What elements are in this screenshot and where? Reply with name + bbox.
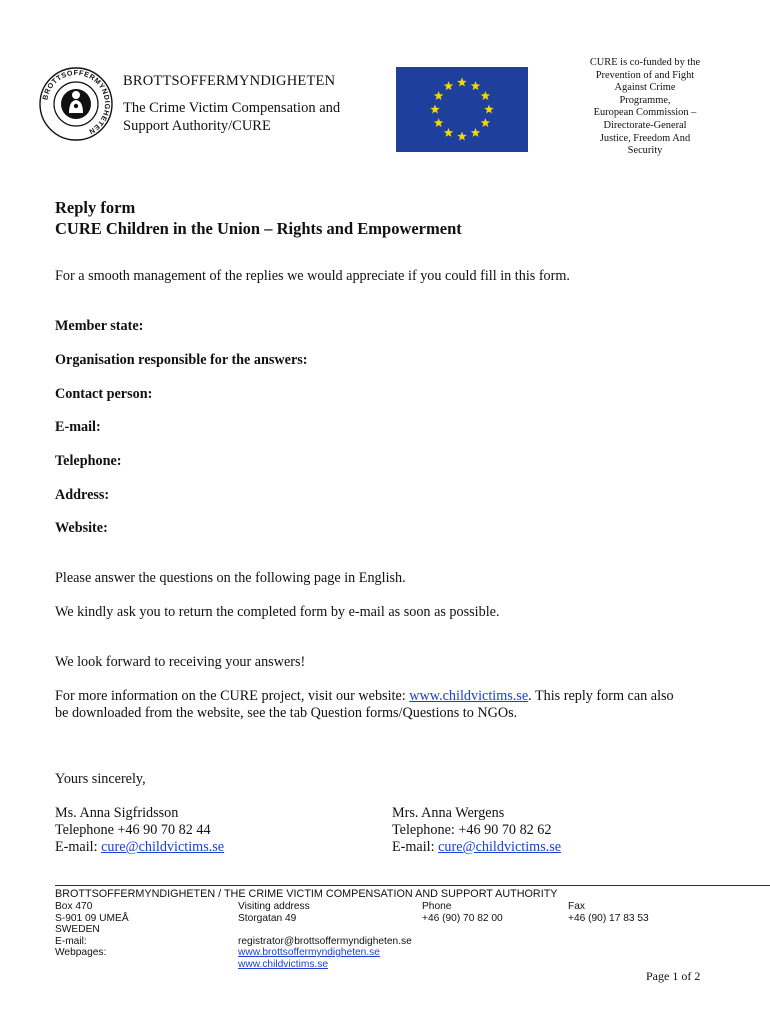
field-organisation: Organisation responsible for the answers: bbox=[55, 352, 308, 368]
footer-line: SWEDEN bbox=[55, 924, 100, 935]
footer-address-column bbox=[55, 901, 129, 959]
footer-fax-label: Fax bbox=[568, 901, 585, 912]
footer-visiting-street: Storgatan 49 bbox=[238, 912, 297, 924]
cofund-line: Prevention of and Fight bbox=[595, 69, 695, 81]
signatory-email-link[interactable]: cure@childvictims.se bbox=[438, 839, 562, 855]
agency-subtitle bbox=[123, 99, 383, 135]
footer-line: Webpages: bbox=[55, 947, 107, 958]
instruction-return: We kindly ask you to return the completed form by e-mail as soon as possible. bbox=[55, 604, 500, 620]
page-number: Page 1 of 2 bbox=[646, 969, 701, 983]
cofund-line: Justice, Freedom And bbox=[599, 132, 691, 144]
field-address: Address: bbox=[55, 487, 110, 503]
footer-divider bbox=[55, 885, 770, 886]
cofund-line: CURE is co-funded by the bbox=[589, 57, 701, 68]
footer-line: E-mail: bbox=[55, 935, 87, 947]
field-contact-person: Contact person: bbox=[55, 386, 153, 402]
cofund-line: European Commission – bbox=[593, 107, 697, 119]
form-title-line2: CURE Children in the Union – Rights and Empowerment bbox=[55, 219, 462, 238]
footer-visiting-column bbox=[238, 901, 412, 970]
cofund-line: Against Crime bbox=[614, 82, 676, 94]
footer-phone-value: +46 (90) 70 82 00 bbox=[422, 912, 503, 924]
cofund-line: Programme, bbox=[619, 94, 671, 106]
email-label: E-mail: bbox=[55, 839, 102, 855]
footer-heading: BROTTSOFFERMYNDIGHETEN / THE CRIME VICTIM COMPENSATION AND SUPPORT AUTHORITY bbox=[55, 888, 558, 900]
cofunding-note bbox=[578, 57, 712, 158]
agency-subtitle-line1: The Crime Victim Compensation and bbox=[123, 100, 341, 116]
signatory-phone: Telephone +46 90 70 82 44 bbox=[55, 822, 211, 838]
footer-fax-value: +46 (90) 17 83 53 bbox=[568, 912, 649, 924]
footer-visiting-label: Visiting address bbox=[238, 901, 310, 912]
footer-line: Box 470 bbox=[55, 901, 93, 912]
footer-phone-label: Phone bbox=[422, 901, 452, 912]
closing-text: Yours sincerely, bbox=[55, 771, 146, 787]
footer-spacer bbox=[238, 924, 412, 936]
more-info-text: For more information on the CURE project, visit our website: bbox=[55, 688, 410, 704]
logo-ring-text: BROTTSOFFERMYNDIGHETEN bbox=[40, 67, 113, 137]
signature-left bbox=[55, 805, 224, 856]
signatory-name: Ms. Anna Sigfridsson bbox=[55, 805, 179, 821]
more-info-line2: be downloaded from the website, see the tab Question forms/Questions to NGOs. bbox=[55, 705, 518, 721]
footer-fax-column bbox=[568, 901, 649, 924]
signature-right bbox=[392, 805, 561, 856]
agency-subtitle-line2: Support Authority/CURE bbox=[123, 118, 271, 134]
signatory-phone: Telephone: +46 90 70 82 62 bbox=[392, 822, 552, 838]
field-website: Website: bbox=[55, 520, 108, 536]
field-email: E-mail: bbox=[55, 419, 101, 435]
look-forward-text: We look forward to receiving your answers! bbox=[55, 654, 306, 670]
instruction-language: Please answer the questions on the following page in English. bbox=[55, 570, 406, 586]
intro-text: For a smooth management of the replies we would appreciate if you could fill in this form. bbox=[55, 268, 570, 284]
cofund-line: Directorate-General bbox=[603, 119, 687, 131]
signatory-email-link[interactable]: cure@childvictims.se bbox=[101, 839, 225, 855]
field-telephone: Telephone: bbox=[55, 453, 122, 469]
footer-email: registrator@brottsoffermyndigheten.se bbox=[238, 935, 412, 947]
eu-flag bbox=[396, 67, 528, 152]
more-info-text-after: . This reply form can also bbox=[528, 688, 674, 704]
cofund-line: Security bbox=[627, 145, 663, 157]
signatory-name: Mrs. Anna Wergens bbox=[392, 805, 505, 821]
website-link[interactable]: www.childvictims.se bbox=[409, 688, 529, 704]
form-title bbox=[55, 197, 462, 239]
agency-logo bbox=[38, 66, 114, 142]
email-label: E-mail: bbox=[392, 839, 439, 855]
footer-web-link[interactable]: www.brottsoffermyndigheten.se bbox=[238, 947, 380, 958]
agency-name: BROTTSOFFERMYNDIGHETEN bbox=[123, 73, 336, 89]
field-member-state: Member state: bbox=[55, 318, 144, 334]
footer-phone-column bbox=[422, 901, 503, 924]
form-title-line1: Reply form bbox=[55, 198, 136, 217]
more-info-paragraph bbox=[55, 688, 745, 722]
footer-line: S-901 09 UMEÅ bbox=[55, 912, 129, 924]
footer-web-link[interactable]: www.childvictims.se bbox=[238, 958, 329, 970]
